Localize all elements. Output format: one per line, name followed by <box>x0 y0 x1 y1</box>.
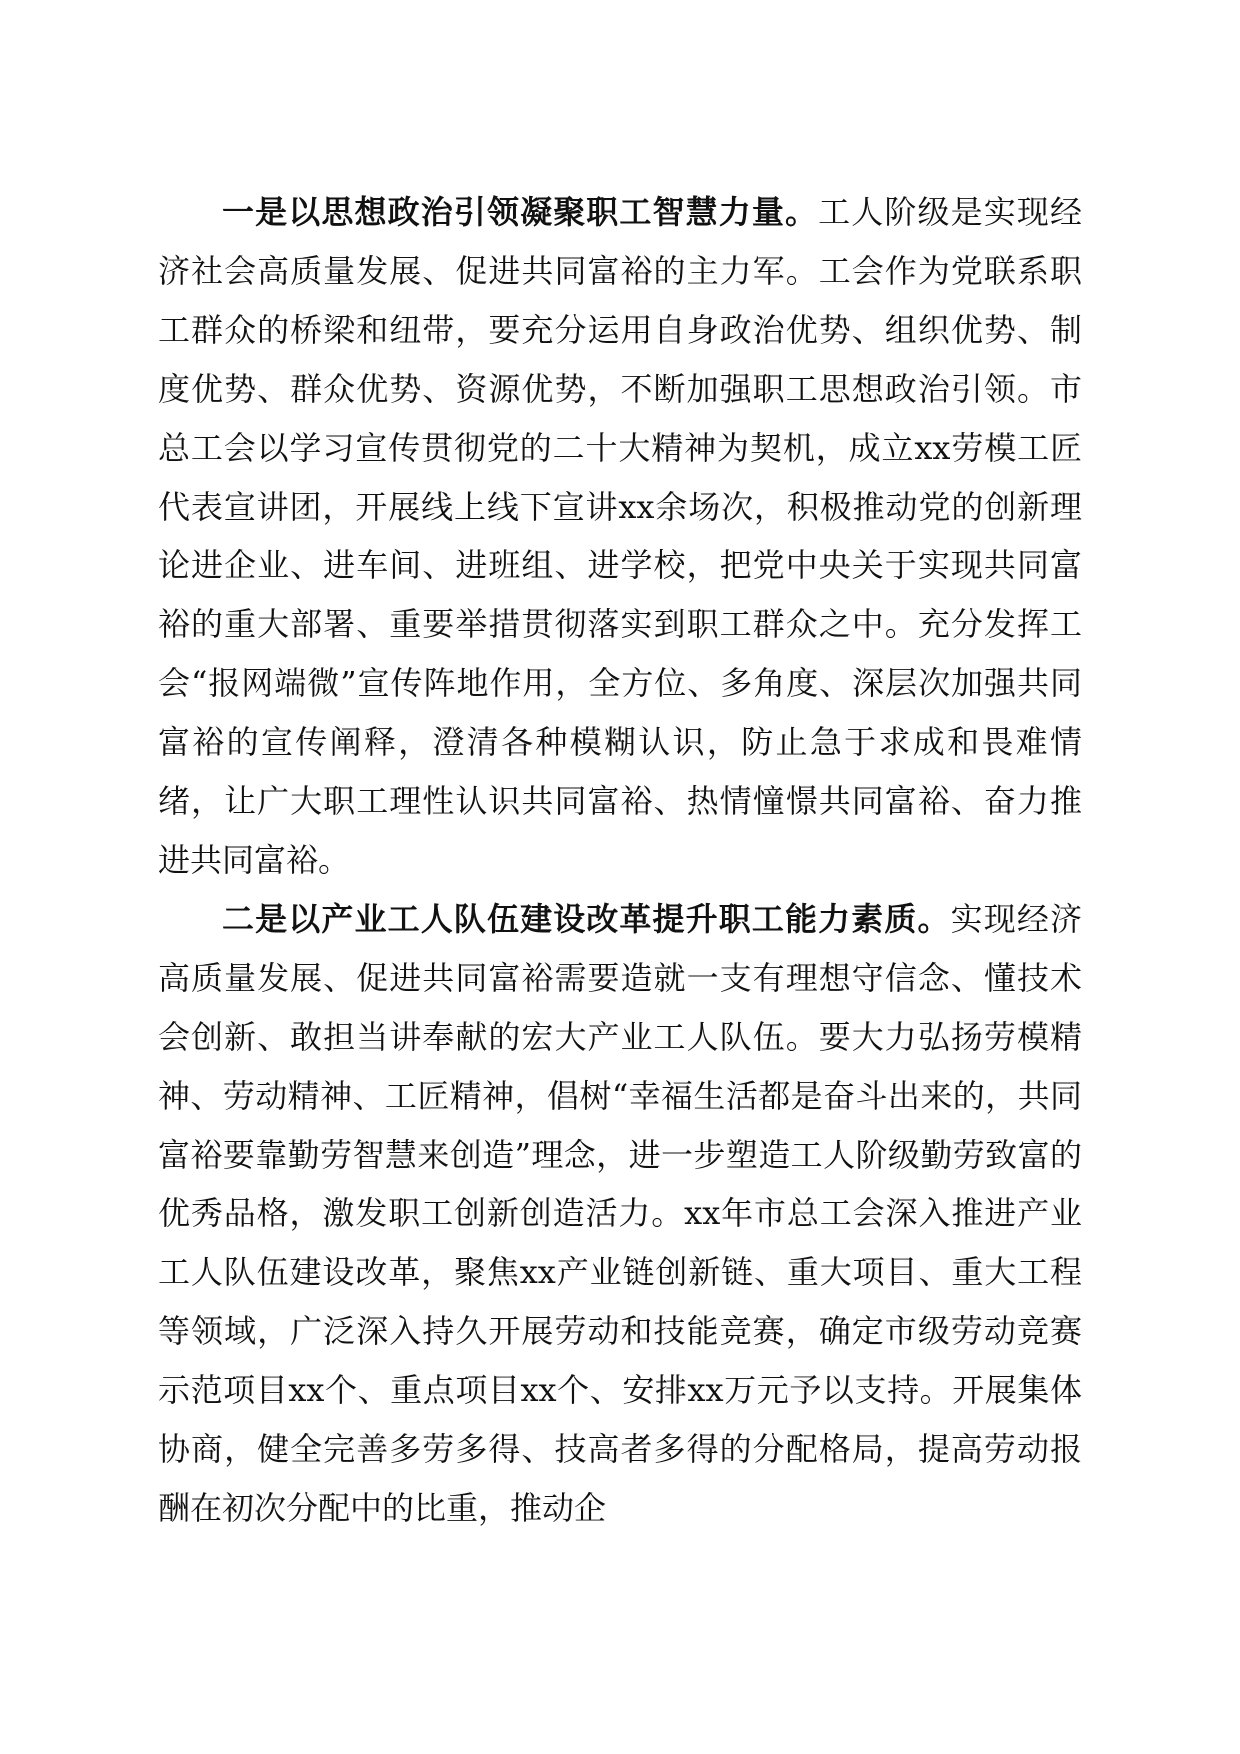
paragraph-2-lead: 二是以产业工人队伍建设改革提升职工能力素质。 <box>222 899 951 938</box>
paragraph-2-body: 实现经济高质量发展、促进共同富裕需要造就一支有理想守信念、懂技术会创新、敢担当讲奉献的宏大产业工人队伍。要大力弘扬劳模精神、劳动精神、工匠精神，倡树“幸福生活都是奋斗出来的，共同富裕要靠勤劳智慧来创造”理念，进一步塑造工人阶级勤劳致富的优秀品格，激发职工创新创造活力。xx年市总工会深入推进产业工人队伍建设改革，聚焦xx产业链创新链、重大项目、重大工程等领域，广泛深入持久开展劳动和技能竞赛，确定市级劳动竞赛示范项目xx个、重点项目xx个、安排xx万元予以支持。开展集体协商，健全完善多劳多得、技高者多得的分配格局，提高劳动报酬在初次分配中的比重，推动企 <box>158 899 1082 1527</box>
paragraph-2 <box>158 890 1082 1538</box>
paragraph-1-body: 工人阶级是实现经济社会高质量发展、促进共同富裕的主力军。工会作为党联系职工群众的桥梁和纽带，要充分运用自身政治优势、组织优势、制度优势、群众优势、资源优势，不断加强职工思想政治引领。市总工会以学习宣传贯彻党的二十大精神为契机，成立xx劳模工匠代表宣讲团，开展线上线下宣讲xx余场次，积极推动党的创新理论进企业、进车间、进班组、进学校，把党中央关于实现共同富裕的重大部署、重要举措贯彻落实到职工群众之中。充分发挥工会“报网端微”宣传阵地作用，全方位、多角度、深层次加强共同富裕的宣传阐释，澄清各种模糊认识，防止急于求成和畏难情绪，让广大职工理性认识共同富裕、热情憧憬共同富裕、奋力推进共同富裕。 <box>158 193 1082 879</box>
paragraph-1-lead: 一是以思想政治引领凝聚职工智慧力量。 <box>222 193 819 231</box>
paragraph-1 <box>158 183 1082 890</box>
document-body <box>158 183 1082 1538</box>
